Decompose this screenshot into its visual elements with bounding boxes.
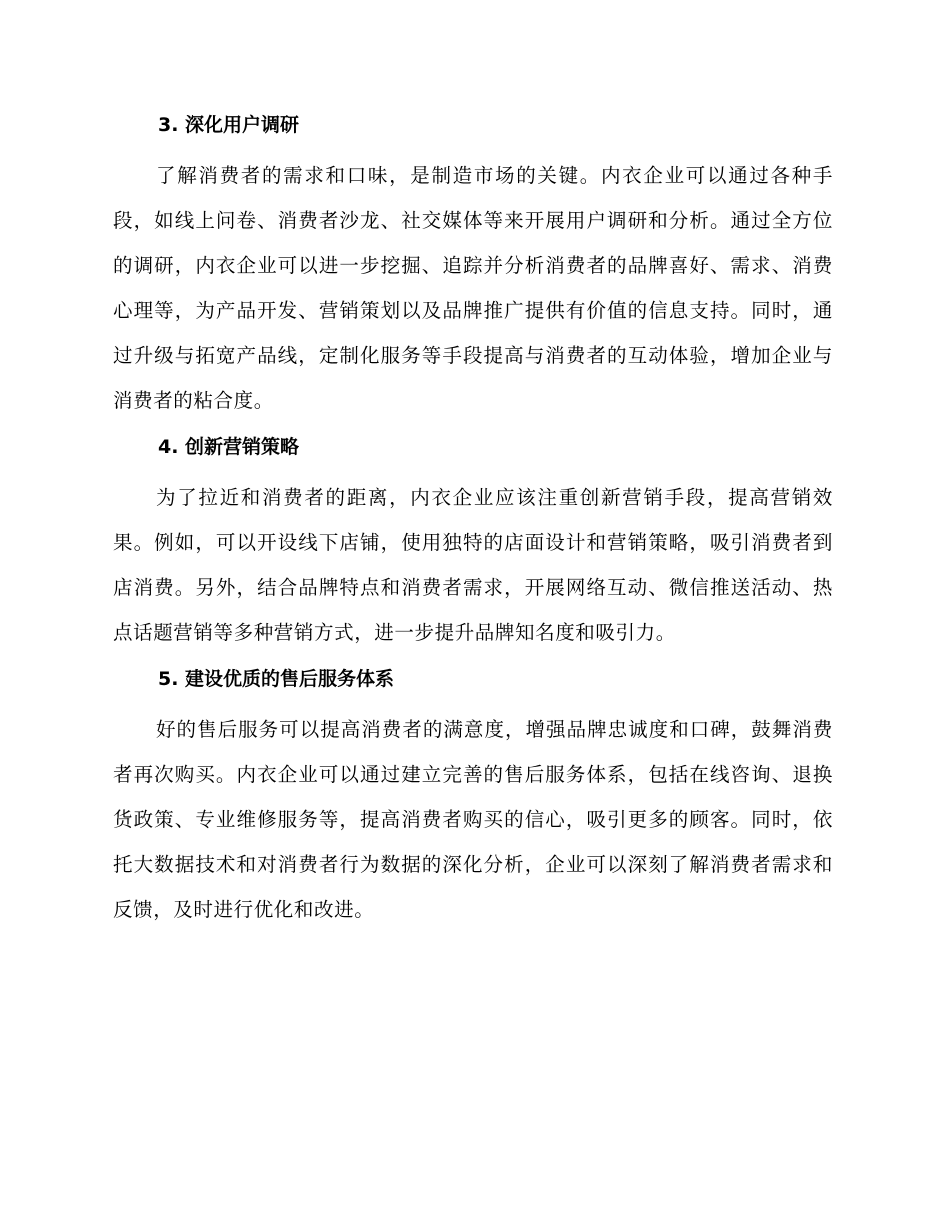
section-body-after-sales-service: 好的售后服务可以提高消费者的满意度，增强品牌忠诚度和口碑，鼓舞消费者再次购买。内衣企业可以通过建立完善的售后服务体系，包括在线咨询、退换货政策、专业维修服务等，提高消费者购买的信心，吸引更多的顾客。同时，依托大数据技术和对消费者行为数据的深化分析，企业可以深刻了解消费者需求和反馈，及时进行优化和改进。	[113, 718, 833, 921]
section-heading-user-research: 3. 深化用户调研	[158, 114, 300, 136]
section-heading-after-sales-service: 5. 建设优质的售后服务体系	[158, 668, 395, 690]
section-heading-marketing-strategy: 4. 创新营销策略	[158, 436, 300, 458]
section-body-user-research: 了解消费者的需求和口味，是制造市场的关键。内衣企业可以通过各种手段，如线上问卷、消费者沙龙、社交媒体等来开展用户调研和分析。通过全方位的调研，内衣企业可以进一步挖掘、追踪并分析消费者的品牌喜好、需求、消费心理等，为产品开发、营销策划以及品牌推广提供有价值的信息支持。同时，通过升级与拓宽产品线，定制化服务等手段提高与消费者的互动体验，增加企业与消费者的粘合度。	[113, 164, 833, 412]
section-body-marketing-strategy: 为了拉近和消费者的距离，内衣企业应该注重创新营销手段，提高营销效果。例如，可以开设线下店铺，使用独特的店面设计和营销策略，吸引消费者到店消费。另外，结合品牌特点和消费者需求，开展网络互动、微信推送活动、热点话题营销等多种营销方式，进一步提升品牌知名度和吸引力。	[113, 486, 833, 644]
document-content	[113, 112, 833, 943]
